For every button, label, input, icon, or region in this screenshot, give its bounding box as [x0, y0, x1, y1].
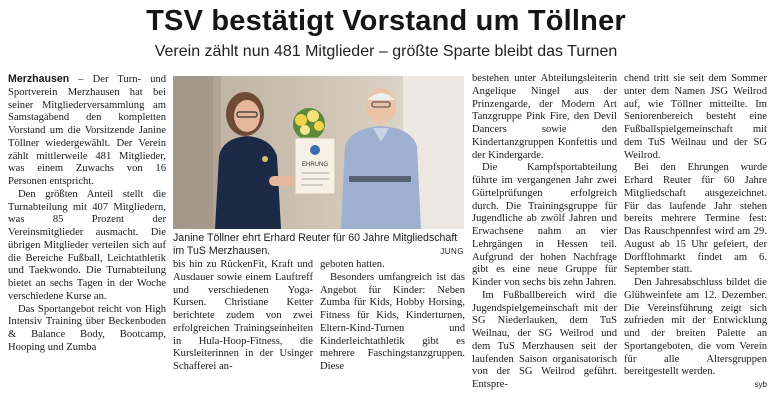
paragraph: geboten hatten.	[320, 259, 385, 270]
photo-credit: JUNG	[440, 247, 464, 256]
paragraph: Im Fußballbereich wird die Jugendspielgemeinschaft mit der SG Niederlauken, dem TuS Weilnau, der SG Weilrod und dem TuS Merzhausen seit der laufenden Saison organisatorisch von der SG Weilrod geführt. Entspre-	[472, 289, 617, 390]
paragraph: Das Sportangebot reicht von High Intensiv Training über Beckenboden & Balance Body, Bootcamp, Hooping und Zumba	[8, 303, 166, 353]
paragraph: Den Jahresabschluss bildet die Glühweinfete am 12. Dezember. Die Vereinsführung zeigt sich zufrieden mit der Entwicklung und der breiten Palette an Sportangeboten, die vom Verein für alle Altersgruppen bereitgestellt werden.	[624, 277, 767, 378]
paragraph: Bei den Ehrungen wurde Erhard Reuter für 60 Jahre Mitgliedschaft ausgezeichnet. Für das laufende Jahr stehen bereits mehrere Termine fest: Das Rauschpennfest wird am 29. August ab 15 Uhr gefeiert, der Dorfflohmarkt findet am 6. September statt.	[624, 162, 767, 276]
paragraph-text: – Der Turn- und Sportverein Merzhausen hat bei seiner Mitgliederversammlung am Samstagabend den kompletten Vorstand um die Vorsitzende Janine Töllner wiedergewählt. Der Verein zählt mittlerweile 481 Mitglieder, was einem Zuwachs von 16 Personen entspricht.	[8, 74, 166, 187]
paragraph: chend tritt sie seit dem Sommer unter dem Namen JSG Weilrod auf, wie Töllner mitteilte. Im Seniorenbereich besteht eine Fußballspielgemeinschaft mit dem TuS Weilnau und der SG Weilrod.	[624, 73, 767, 161]
photo-caption	[173, 232, 464, 258]
paragraph: Die Kampfsportabteilung führte im vergangenen Jahr zwei Gürtelprüfungen erfolgreich durch. Die Trainingsgruppe für Jugendliche ab zwölf Jahren und Erwachsene nahm an vier Lehrgängen in Hessen teil. Aufgrund der hohen Nachfrage gibt es eine neue Gruppe für Kinder von sechs bis zehn Jahren.	[472, 162, 617, 288]
certificate-title: EHRUNG	[301, 162, 329, 168]
paragraph	[8, 73, 166, 189]
paragraph: Den größten Anteil stellt die Turnabteilung mit 407 Mitgliedern, was 85 Prozent der Vereinsmitglieder ausmacht. Die übrigen Mitglieder verteilen sich auf die Bereiche Fußball, Leichtathletik und Taekwondo. Die Turnabteilung bietet an sechs Tagen in der Woche verschiedene Kurse an.	[8, 188, 166, 302]
article-column-1	[8, 73, 166, 355]
article-headline: TSV bestätigt Vorstand um Töllner	[146, 5, 626, 37]
article-column-2	[173, 259, 313, 374]
paragraph: bis hin zu RückenFit, Kraft und Ausdauer sowie einem Lauftreff und verschiedenen Yoga-Kursen. Christiane Ketter berichtete zudem von zwei erfolgreichen Trainingseinheiten in Hula-Hoop-Fitness, die Kursleiterinnen in der Usinger Schafferei an-	[173, 259, 313, 372]
article-column-5	[624, 73, 767, 392]
photo-illustration	[173, 76, 464, 229]
article-column-4	[472, 73, 617, 392]
paragraph: bestehen unter Abteilungsleiterin Angelique Ningel aus der Prinzengarde, der Modern Art Tanzgruppe Pink Fire, den Devil Dancers sowie den Kindertanzgruppen Konfettis und der Kindergarde.	[472, 73, 617, 161]
dateline: Merzhausen	[8, 73, 70, 85]
article-photo	[173, 76, 464, 229]
paragraph: Besonders umfangreich ist das Angebot für Kinder: Neben Zumba für Kids, Hobby Horsing, Fitness für Kids, Kinderturnen, Eltern-Kind-Turnen und Kinderleichtathletik gibt es mehrere Faschingstanzgruppen. Diese	[320, 271, 465, 372]
caption-text: Janine Töllner ehrt Erhard Reuter für 60 Jahre Mitgliedschaft im TuS Merzhausen.	[173, 232, 458, 257]
author-signoff: syb	[754, 380, 767, 389]
article-subheadline: Verein zählt nun 481 Mitglieder – größte Sparte bleibt das Turnen	[154, 43, 618, 60]
article-column-3	[320, 259, 465, 374]
